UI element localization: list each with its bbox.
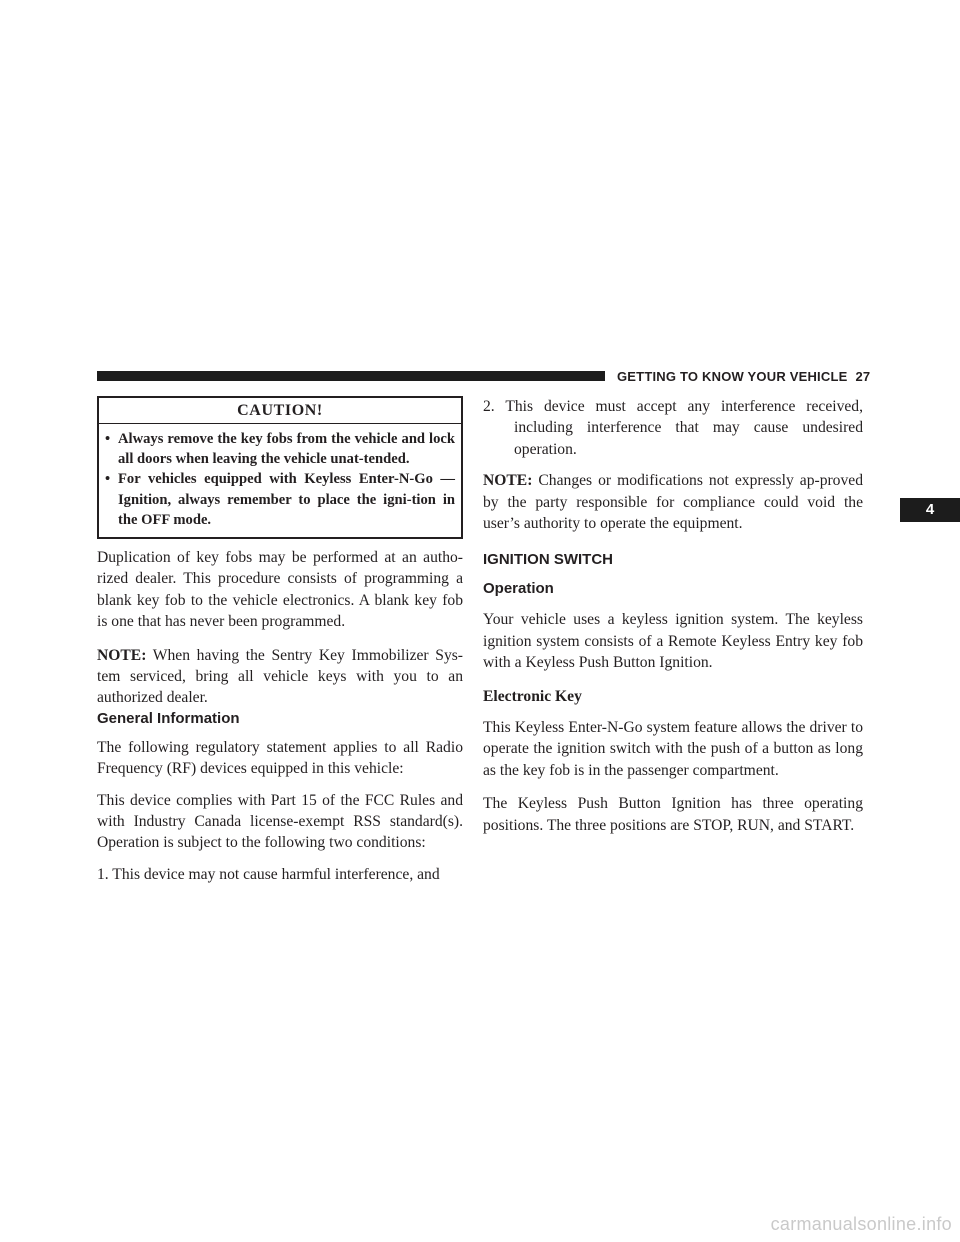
caution-list xyxy=(99,424,461,537)
electronic-key-paragraph: This Keyless Enter-N-Go system feature allows the driver to operate the ignition switch with the push of a button as long as the key fob is in the passenger compartment. xyxy=(483,719,863,779)
left-column xyxy=(97,396,463,885)
caution-item-text: Always remove the key fobs from the vehicle and lock all doors when leaving the vehicle unat-tended. xyxy=(118,431,455,468)
caution-box xyxy=(97,396,463,539)
electronic-key-heading: Electronic Key xyxy=(483,687,582,705)
condition-two: 2. This device must accept any interference received, including interference that may cause undesired operation. xyxy=(483,398,863,458)
note-paragraph xyxy=(483,470,863,534)
positions-paragraph: The Keyless Push Button Ignition has three operating positions. The three positions are STOP, RUN, and START. xyxy=(483,795,863,834)
note-label: NOTE: xyxy=(97,646,147,664)
note-paragraph xyxy=(97,645,463,709)
note-label: NOTE: xyxy=(483,472,533,490)
note-text: Changes or modifications not expressly ap-proved by the party responsible for compliance could void the user’s authority to operate the equipment. xyxy=(483,472,863,533)
page-number: 27 xyxy=(855,369,871,384)
ignition-switch-heading: IGNITION SWITCH xyxy=(483,551,613,569)
running-header-title: GETTING TO KNOW YOUR VEHICLE xyxy=(617,369,848,384)
bullet-icon: • xyxy=(105,471,111,488)
running-header xyxy=(617,369,870,384)
general-information-heading: General Information xyxy=(97,709,240,727)
bullet-icon: • xyxy=(105,431,111,447)
duplication-paragraph: Duplication of key fobs may be performed at an autho-rized dealer. This procedure consists of programming a blank key fob to the vehicle electronics. A blank key fob is one that has never been programmed. xyxy=(97,549,463,631)
watermark: carmanualsonline.info xyxy=(770,1214,952,1234)
note-text: When having the Sentry Key Immobilizer Sys-tem serviced, bring all vehicle keys with you to an authorized dealer. xyxy=(97,646,463,707)
condition-one: 1. This device may not cause harmful interference, and xyxy=(97,865,440,883)
fcc-paragraph: This device complies with Part 15 of the FCC Rules and with Industry Canada license-exempt RSS standard(s). Operation is subject to the following two conditions: xyxy=(97,791,463,852)
regulatory-paragraph: The following regulatory statement applies to all Radio Frequency (RF) devices equipped in this vehicle: xyxy=(97,738,463,778)
right-column xyxy=(483,396,863,836)
operation-heading: Operation xyxy=(483,580,554,598)
chapter-tab: 4 xyxy=(900,498,960,522)
operation-paragraph: Your vehicle uses a keyless ignition system. The keyless ignition system consists of a Remote Keyless Entry key fob with a Keyless Push Button Ignition. xyxy=(483,611,863,672)
header-rule xyxy=(97,371,605,381)
caution-item xyxy=(105,469,455,530)
caution-item xyxy=(105,429,455,469)
caution-item-text: For vehicles equipped with Keyless Enter-N-Go — Ignition, always remember to place the igni-tion in the OFF mode. xyxy=(118,471,455,528)
caution-title: CAUTION! xyxy=(99,398,461,424)
